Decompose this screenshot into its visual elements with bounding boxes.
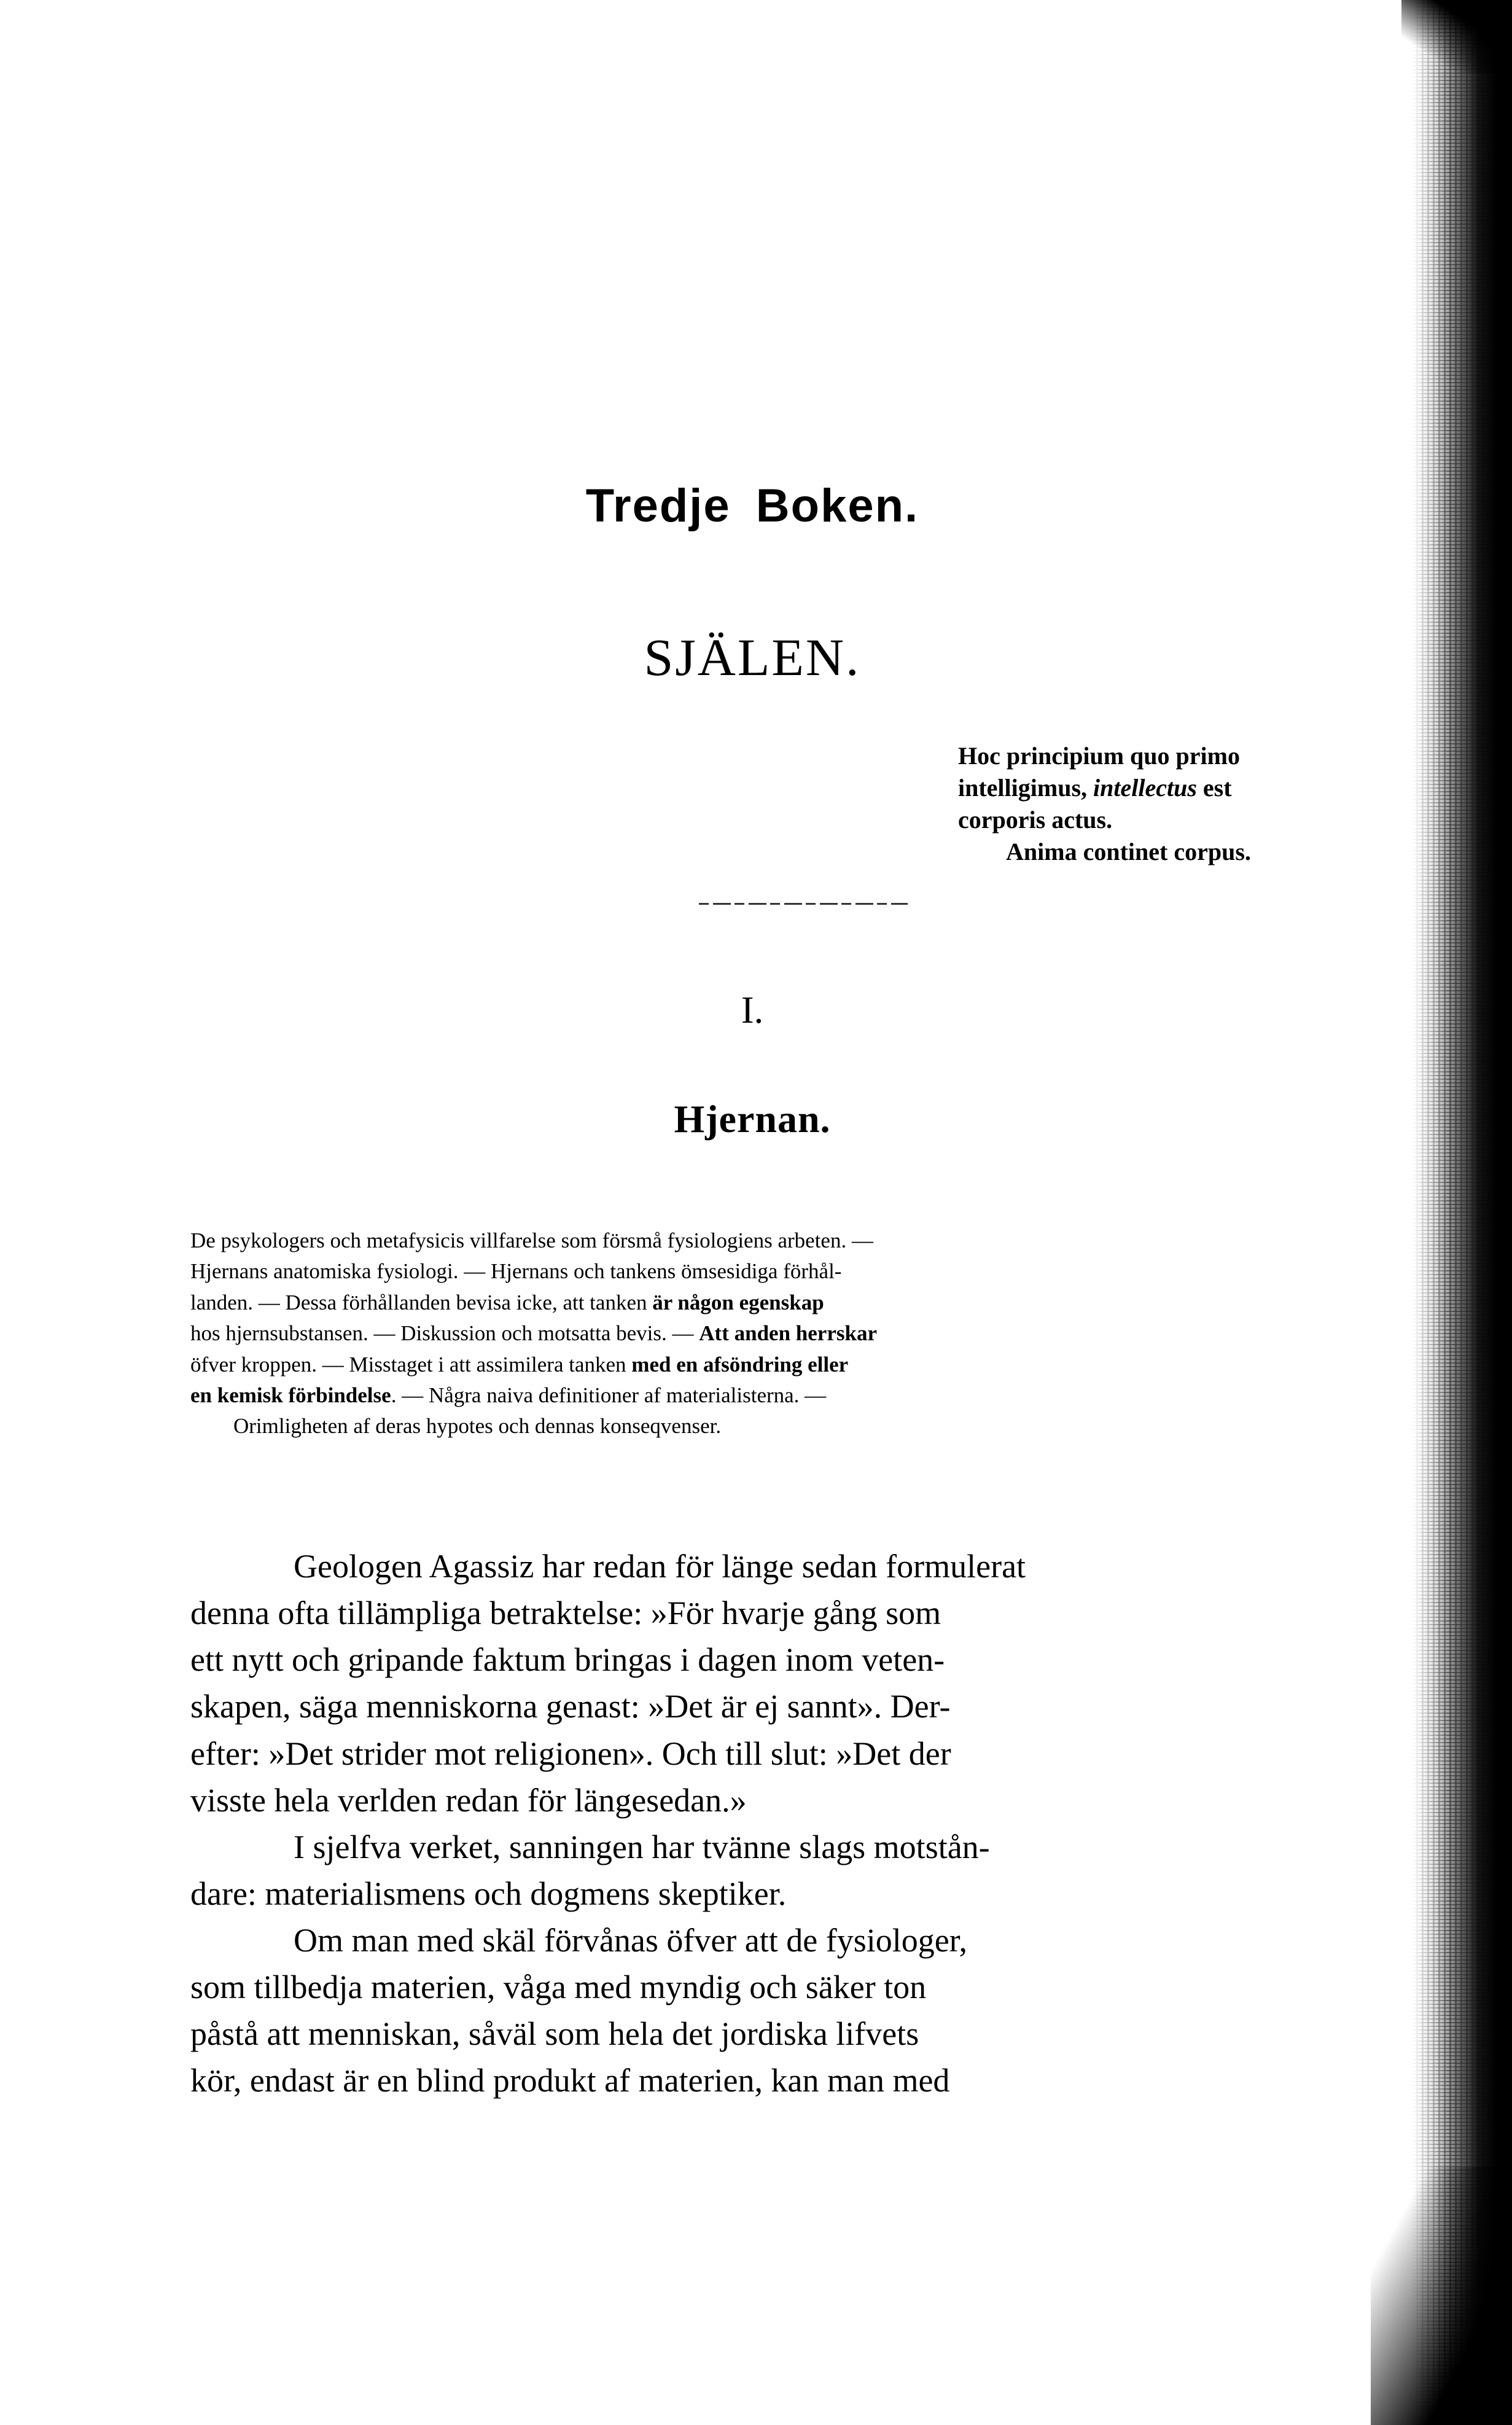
argument-line: Hjernans anatomiska fysiologi. — Hjernans och tankens ömsesidiga förhål- bbox=[190, 1259, 842, 1284]
paragraph-line: visste hela verlden redan för längesedan.» bbox=[190, 1781, 747, 1819]
paragraph-line: efter: »Det strider mot religionen». Och till slut: »Det der bbox=[190, 1735, 951, 1772]
argument-line: Orimligheten af deras hypotes och dennas konseqvenser. bbox=[233, 1414, 722, 1439]
paragraph-line: påstå att menniskan, såväl som hela det jordiska lifvets bbox=[190, 2015, 919, 2053]
scan-gutter-top-corner bbox=[1401, 0, 1512, 74]
paragraph bbox=[190, 1917, 1446, 2104]
paragraph-line: denna ofta tillämpliga betraktelse: »För hvarje gång som bbox=[190, 1595, 941, 1632]
argument-text-emphasis: med en afsöndring eller bbox=[631, 1352, 849, 1377]
argument-text-emphasis: en kemisk förbindelse bbox=[190, 1383, 391, 1407]
argument-line: De psykologers och metafysicis villfarelse som försmå fysiologiens arbeten. — bbox=[190, 1228, 873, 1252]
chapter-argument-summary bbox=[190, 1225, 1440, 1442]
epigraph-line-1: Hoc principium quo primo bbox=[958, 742, 1240, 770]
epigraph-line-2-italic: intellectus bbox=[1093, 774, 1197, 802]
paragraph-line: dare: materialismens och dogmens skeptiker. bbox=[190, 1875, 787, 1912]
argument-line bbox=[190, 1349, 1440, 1380]
argument-line bbox=[190, 1380, 1440, 1411]
paragraph-line: Om man med skäl förvånas öfver att de fysiologer, bbox=[294, 1922, 968, 1959]
argument-text: hos hjernsubstansen. — Diskussion och motsatta bevis. — bbox=[190, 1321, 699, 1346]
argument-text: öfver kroppen. — Misstaget i att assimilera tanken bbox=[190, 1352, 632, 1377]
paragraph bbox=[190, 1543, 1446, 1824]
epigraph-line-2a: intelligimus, bbox=[958, 774, 1088, 802]
argument-text-emphasis: är någon egenskap bbox=[652, 1290, 824, 1314]
argument-line bbox=[190, 1287, 1440, 1318]
epigraph-line-4: Anima continet corpus. bbox=[1006, 838, 1251, 865]
chapter-title: Hjernan. bbox=[674, 1097, 831, 1141]
paragraph-line: ett nytt och gripande faktum bringas i dagen inom veten- bbox=[190, 1641, 945, 1679]
part-title: SJÄLEN. bbox=[644, 628, 861, 687]
paragraph-line: I sjelfva verket, sanningen har tvänne slags motstån- bbox=[294, 1828, 990, 1865]
part-label: Tredje Boken. bbox=[585, 480, 919, 532]
paragraph-line: skapen, säga menniskorna genast: »Det är ej sannt». Der- bbox=[190, 1688, 951, 1725]
argument-text: landen. — Dessa förhållanden bevisa icke, att tanken bbox=[190, 1290, 653, 1314]
argument-text: . — Några naiva definitioner af materialisterna. — bbox=[391, 1383, 827, 1407]
chapter-number: I. bbox=[741, 990, 764, 1031]
paragraph-line: som tillbedja materien, våga med myndig och säker ton bbox=[190, 1969, 927, 2006]
epigraph-line-2b: est bbox=[1202, 774, 1232, 802]
argument-text-emphasis: Att anden herrskar bbox=[699, 1321, 877, 1346]
section-divider-rule bbox=[699, 903, 908, 905]
argument-line bbox=[190, 1318, 1440, 1349]
body-text bbox=[190, 1543, 1446, 2104]
epigraph bbox=[958, 740, 1388, 868]
paragraph-line: kör, endast är en blind produkt af materien, kan man med bbox=[190, 2062, 950, 2099]
scan-gutter-bottom-corner bbox=[1371, 2167, 1512, 2425]
epigraph-line-3: corporis actus. bbox=[958, 806, 1113, 834]
paragraph-line: Geologen Agassiz har redan för länge sedan formulerat bbox=[294, 1548, 1026, 1585]
paragraph bbox=[190, 1824, 1446, 1917]
